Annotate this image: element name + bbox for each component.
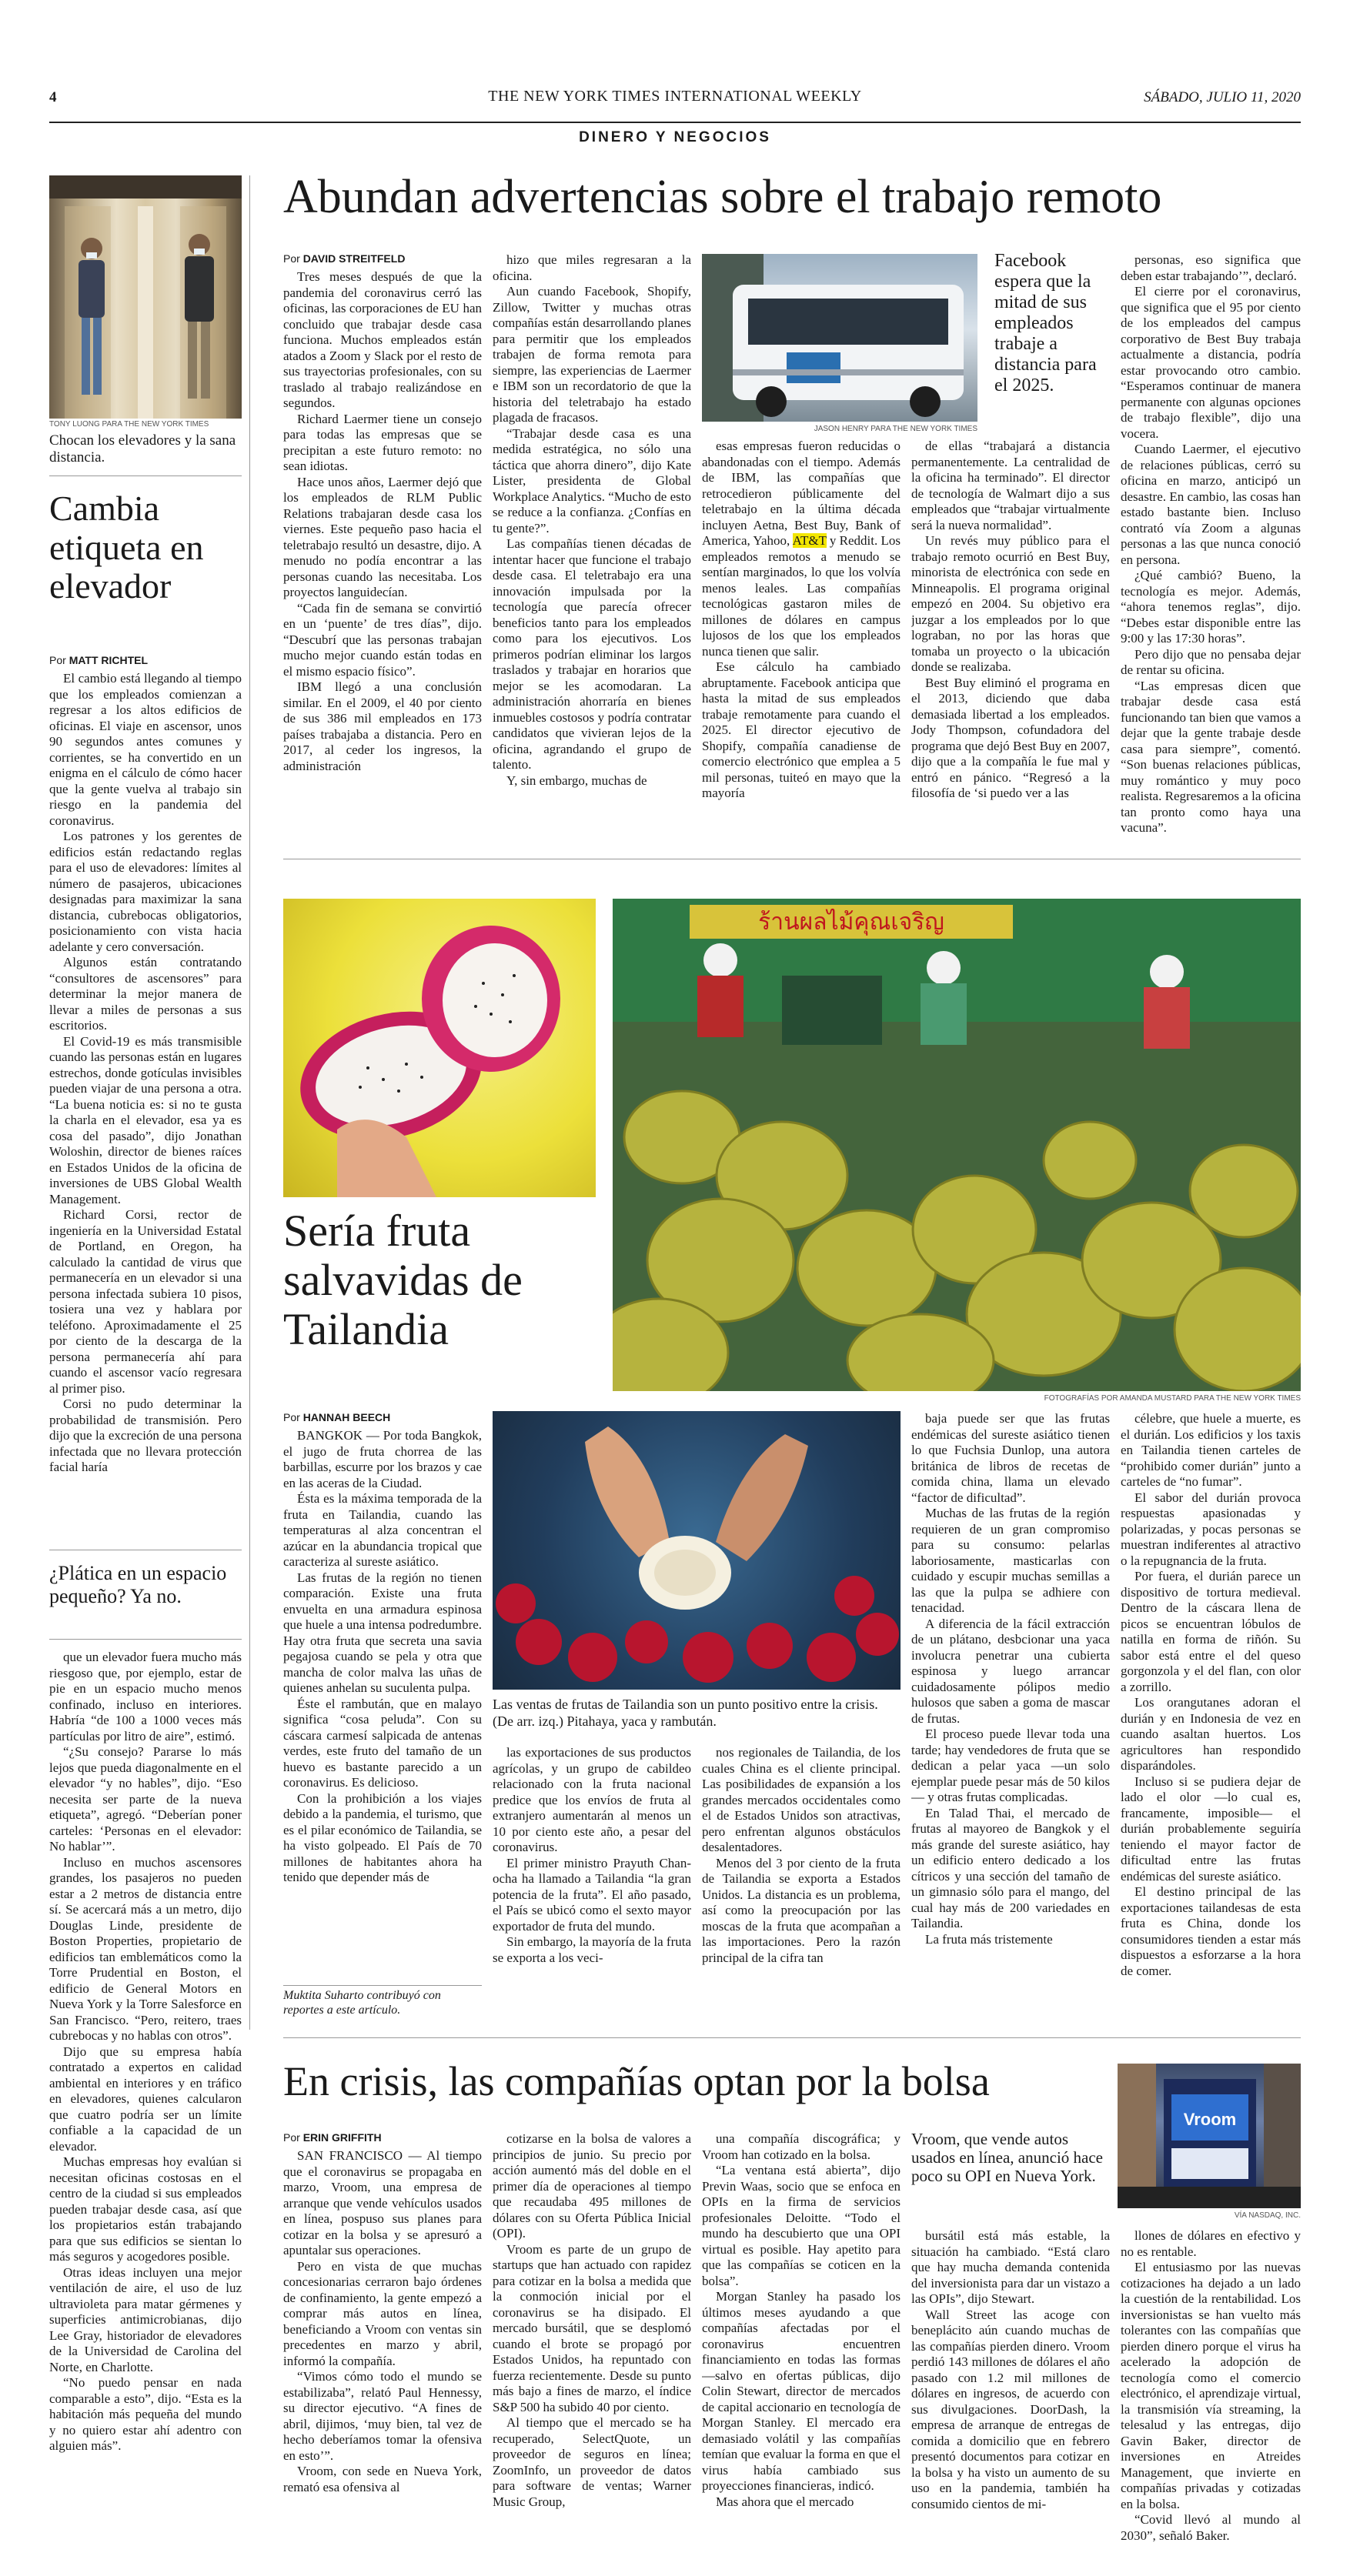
paragraph: Aun cuando Facebook, Shopify, Zillow, Twitter y muchas otras compañías están desarrollando planes para permitir que los empleados trabajen de forma remota para siempre, las experiencias de Laermer e IBM son un recordatorio de que la historia del teletrabajo ha estado plagada de fracasos. (493, 284, 691, 425)
paragraph: hizo que miles regresaran a la oficina. (493, 252, 691, 283)
remote-work-pullquote: Facebook espera que la mitad de sus empleados trabaje a distancia para el 2025. (994, 251, 1097, 395)
elevator-pullquote: ¿Plática en un espacio pequeño? Ya no. (49, 1562, 227, 1607)
remote-work-col2 (493, 252, 691, 839)
issue-date: SÁBADO, JULIO 11, 2020 (1144, 89, 1301, 105)
paragraph: Dijo que su empresa había contratado a expertos en calidad ambiental en interiores y en tráfico en elevadores, quienes calcularon que cuatro podría ser un límite confiable a la capacidad de un elevador. (49, 2044, 242, 2154)
paragraph: Cuando Laermer, el ejecutivo de relaciones públicas, cerró su oficina en marzo, anticipó un desastre. En cambio, las cosas han estado bastante bien. Incluso contrató vía Zoom a algunas personas a las que nunca conoció en persona. (1121, 442, 1301, 567)
paragraph: célebre, que huele a muerte, es el durián. Los edificios y los taxis en Tailandia tienen carteles de “prohibido comer durián” junto a carteles de “no fumar”. (1121, 1411, 1301, 1489)
paragraph: Wall Street las acoge con beneplácito aún cuando muchas de las compañías pierden dinero. Vroom perdió 143 millones de dólares el año pasado con 1.2 mil millones de dólares en ingresos, de acuerdo con sus divulgaciones. DoorDash, la empresa de arranque de entregas de comida a domicilio que en febrero presentó documentos para cotizar en la bolsa y ha visto un aumento de su uso en la pandemia, también ha consumido cientos de mi- (911, 2307, 1110, 2511)
thai-fruit-byline (283, 1411, 482, 1423)
paragraph: Incluso si se pudiera dejar de lado el olor —lo cual es, francamente, imposible— el durián probablemente seguiría teniendo el mayor factor de dificultad entre las frutas endémicas del sureste asiático. (1121, 1774, 1301, 1884)
paragraph: SAN FRANCISCO — Al tiempo que el coronavirus se propagaba en marzo, Vroom, una empresa de arranque que vende vehículos usados en línea, pospuso sus planes para cotizar en la bolsa y se apresuró a apuntalar sus operaciones. (283, 2148, 482, 2257)
ipo-byline (283, 2131, 482, 2144)
paragraph: Otras ideas incluyen una mejor ventilación de aire, el uso de luz ultravioleta para matar gérmenes y superficies antimicrobianas, dijo Lee Gray, historiador de elevadores de la Universidad de Carolina del Norte, en Charlotte. (49, 2264, 242, 2374)
paragraph: Por fuera, el durián parece un dispositivo de tortura medieval. Dentro de la cáscara llena de picos se encuentran lóbulos de natilla en forma de riñón. Su sabor está entre el del queso gorgonzola y el del flan, con olor a zorrillo. (1121, 1569, 1301, 1694)
ipo-pullquote: Vroom, que vende autos usados en línea, anunció hace poco su OPI en Nueva York. (911, 2130, 1103, 2185)
pitahaya-photo (283, 899, 596, 1197)
paragraph: La fruta más tristemente (925, 1931, 1053, 1947)
thai-fruit-contributor-note: Muktita Suharto contribuyó con reportes a este artículo. (283, 1989, 441, 2017)
paragraph: bursátil está más estable, la situación ha cambiado. “Está claro que hay mucha demanda contenida del inversionista para dar un vistazo a las OPIs”, dijo Stewart. (911, 2228, 1110, 2306)
market-photo-credit: FOTOGRAFÍAS POR AMANDA MUSTARD PARA THE NEW YORK TIMES (1044, 1394, 1301, 1403)
elevator-illustration (49, 175, 242, 419)
remote-work-byline (283, 252, 482, 265)
paragraph: Ésta es la máxima temporada de la fruta en Tailandia, cuando las temperaturas al alza concentran el azúcar en la abundancia tropical que caracteriza al sureste asiático. (283, 1491, 482, 1569)
paragraph: Sin embargo, la mayoría de la fruta se exporta a los veci- (493, 1934, 691, 1965)
paragraph: que un elevador fuera mucho más riesgoso que, por ejemplo, estar de pie en un espacio mucho menos confinado, incluso en interiores. Habría “de 100 a 1000 veces más partículas por litro de aire”, estimó. (49, 1650, 242, 1743)
thai-fruit-col1 (283, 1428, 482, 1982)
paragraph: una compañía discográfica; y Vroom han cotizado en la bolsa. (702, 2131, 901, 2162)
paragraph: personas, eso significa que deben estar trabajando’”, declaró. (1121, 252, 1301, 283)
thai-fruit-headline: Sería fruta salvavidas de Tailandia (283, 1206, 523, 1354)
nasdaq-billboard-photo (1118, 2064, 1301, 2208)
paragraph: Los patrones y los gerentes de edificios están redactando reglas para el uso de elevadores: límites al número de pasajeros, ubicaciones designadas para maximizar la sana distancia, cubrebocas obligatorios, posicionamiento con vista hacia adelante y cero conversación. (49, 829, 242, 954)
paragraph: Y, sin embargo, muchas de (506, 772, 647, 788)
paragraph: Éste el rambután, que en malayo significa “cosa peluda”. Con su cáscara carmesí salpicada de antenas verdes, este fruto del tamaño de un huevo es bastante parecido a un coronavirus. Es delicioso. (283, 1696, 482, 1790)
byline-prefix: Por (283, 2131, 303, 2144)
nasdaq-photo-credit: VÍA NASDAQ, INC. (1234, 2211, 1301, 2220)
paragraph: Los orangutanes adoran el durián y en Indonesia de vez en cuando asaltan huertos. Los agricultores han respondido disparándoles. (1121, 1695, 1301, 1773)
paragraph: “No puedo pensar en nada comparable a esto”, dijo. “Esta es la habitación más pequeña del mundo y no quiero estar ahí adentro con alguien más”. (49, 2375, 242, 2453)
publication-name: THE NEW YORK TIMES INTERNATIONAL WEEKLY (488, 88, 862, 105)
paragraph: Mas ahora que el mercado (716, 2494, 854, 2509)
paragraph: Morgan Stanley ha pasado los últimos meses ayudando a que compañías afectadas por el coronavirus encuentren financiamiento en todas las formas —salvo en ofertas públicas, dijo Colin Stewart, director de mercados de capital accionario en tecnología de Morgan Stanley. El mercado era demasiado volátil y las compañías temían que evaluar la forma en que el virus había cambiado sus proyecciones financieras, indicó. (702, 2289, 901, 2493)
byline-author: HANNAH BEECH (302, 1411, 391, 1423)
billboard-vroom-text: Vroom (1183, 2110, 1237, 2129)
remote-work-col5 (1121, 252, 1301, 839)
column-divider (249, 175, 250, 2030)
paragraph: “Vimos cómo todo el mundo se estabilizaba”, relató Paul Hennessy, su director ejecutivo. “A fines de abril, dijimos, ‘muy bien, tal vez de hecho deberíamos tomar la ofensiva en esto’”. (283, 2369, 482, 2463)
thai-fruit-col4 (911, 1411, 1110, 1982)
ipo-col2 (493, 2131, 691, 2548)
paragraph: cotizarse en la bolsa de valores a principios de junio. Su precio por acción aumentó más del doble en el primer día de operaciones al tiempo que recaudaba 495 millones de dólares con su Oferta Pública Inicial (OPI). (493, 2131, 691, 2241)
highlighted-company: AT&T (792, 533, 827, 548)
remote-work-col3 (702, 439, 901, 839)
market-stall-sign: ร้านผลไม้คุณเจริญ (758, 909, 944, 936)
elevator-text-part1 (49, 671, 242, 1545)
pullquote-rule-bottom (49, 1639, 242, 1640)
billboard-illustration (1118, 2064, 1301, 2208)
jackfruit-market-photo (613, 899, 1301, 1391)
ipo-col1 (283, 2148, 482, 2548)
ipo-headline: En crisis, las compañías optan por la bolsa (283, 2058, 990, 2104)
paragraph: A diferencia de la fácil extracción de un plátano, desbcionar una yaca involucra penetrar una cubierta espinosa y luego arrancar cuidadosamente pólipos medio hulosos que saben a goma de mascar de frutas. (911, 1616, 1110, 1726)
paragraph: Menos del 3 por ciento de la fruta de Tailandia se exporta a Estados Unidos. La distancia es un problema, así como la preocupación por las moscas de la fruta que acompañan a las importaciones. Pero la razón principal de la cifra tan (702, 1855, 901, 1965)
paragraph: “Las empresas dicen que trabajar desde casa está funcionando tan bien que vamos a dejar que la gente trabaje desde casa para siempre”, comentó. “Son buenas relaciones públicas, muy romántico y muy poco realista. Regresaremos a la oficina tan pronto como haya una vacuna”. (1121, 678, 1301, 835)
paragraph: Muchas de las frutas de la región requieren de un gran compromiso para su consumo: pelarlas laboriosamente, masticarlas con cuidado y escupir muchas semillas a las que la pulpa se adhiere con tenacidad. (911, 1506, 1110, 1615)
remote-work-col1 (283, 269, 482, 839)
thai-fruit-col3 (702, 1745, 901, 1982)
paragraph: “Covid llevó al mundo al 2030”, señaló Baker. (1121, 2512, 1301, 2543)
market-illustration (613, 899, 1301, 1391)
byline-author: MATT RICHTEL (69, 654, 149, 666)
paragraph: Vroom es parte de un grupo de startups que han actuado con rapidez para cotizar en la bolsa a medida que la conmoción inicial por el coronavirus se ha disipado. El mercado bursátil, que se desplomó cuando el brote se propagó por Estados Unidos, ha repuntado con fuerza recientemente. Desde su punto más bajo a fines de marzo, el índice S&P 500 ha subido 40 por ciento. (493, 2241, 691, 2414)
paragraph: Ese cálculo ha cambiado abruptamente. Facebook anticipa que hasta la mitad de sus empleados trabaje remotamente para cuando el 2025. El director ejecutivo de Shopify, compañía canadiense de comercio electrónico que emplea a 5 mil personas, tuiteó en mayo que la mayoría (702, 659, 901, 800)
paragraph: Un revés muy público para el trabajo remoto ocurrió en Best Buy, minorista de electrónica con sede en Minneapolis. El programa original empezó en 2004. Su objetivo era juzgar a los empleados por lo que lograban, no por las horas que tomaba un proyecto o la ubicación donde se realizaba. (911, 533, 1110, 674)
paragraph: El destino principal de las exportaciones tailandesas de esta fruta es China, donde los consumidores tienden a estar más dispuestos a esforzarse a la hora de comer. (1121, 1884, 1301, 1978)
thai-fruit-col5 (1121, 1411, 1301, 1982)
paragraph: de ellas “trabajará a distancia permanentemente. La centralidad de la oficina ha terminado”. El director de tecnología de Walmart dijo a sus empleados que “trabajar virtualmente será la nueva normalidad”. (911, 439, 1110, 532)
elevator-photo-caption: Chocan los elevadores y la sana distancia. (49, 432, 236, 465)
section-header: DINERO Y NEGOCIOS (579, 129, 771, 145)
paragraph: El cambio está llegando al tiempo que los empleados comienzan a regresar a los altos edificios de oficinas. El viaje en ascensor, unos 90 segundos antes comunes y corrientes, se ha convertido en un enigma en el cálculo de cómo hacer que la gente vuelva al trabajo sin riesgo en la pandemia del coronavirus. (49, 671, 242, 828)
dragonfruit-illustration (283, 899, 596, 1197)
paragraph: Muchas empresas hoy evalúan si necesitan oficinas costosas en el centro de la ciudad si sus empleados pueden trabajar desde casa, así que los propietarios están trabajando para que sus edificios se sientan lo más seguros y acogedores posible. (49, 2154, 242, 2264)
bus-illustration (702, 254, 977, 422)
story-divider-2 (283, 2037, 1301, 2038)
byline-prefix: Por (283, 252, 303, 265)
elevator-photo-credit: TONY LUONG PARA THE NEW YORK TIMES (49, 420, 209, 429)
paragraph: nos regionales de Tailandia, de los cuales China es el cliente principal. Las posibilidades de expansión a los grandes mercados occidentales como el de Estados Unidos son atractivas, pero enfrentan algunos obstáculos desalentadores. (702, 1745, 901, 1854)
paragraph: Las compañías tienen décadas de intentar hacer que funcione el trabajo desde casa. El teletrabajo era una innovación impulsada por la tecnología que parecía ofrecer beneficios tanto para los empleados como para los ejecutivos. Los primeros podrían eliminar los largos traslados y trabajar en horarios que mejor se les acomodaran. La administración ahorraría en bienes inmuebles costosos y podría contratar candidatos que vivieran lejos de la oficina, agrandando el grupo de talento. (493, 536, 691, 772)
rambutan-photo (493, 1411, 901, 1690)
paragraph: El cierre por el coronavirus, que significa que el 95 por ciento de los empleados del campus corporativo de Best Buy trabaja actualmente a distancia, podría estar provocando otro cambio. “Esperamos continuar de manera permanente con algunas opciones de trabajo flexible”, dijo una vocera. (1121, 284, 1301, 441)
paragraph: llones de dólares en efectivo y no es rentable. (1121, 2228, 1301, 2259)
byline-author: ERIN GRIFFITH (302, 2131, 382, 2144)
byline-author: DAVID STREITFELD (302, 252, 406, 265)
shuttle-bus-photo (702, 254, 977, 422)
byline-prefix: Por (49, 654, 69, 666)
paragraph: esas empresas fueron reducidas o abandonadas con el tiempo. Además de IBM, las compañías que retrocedieron públicamente del teletrabajo en la última década incluyen Aetna, Best Buy, Bank of America, Yahoo, AT&T y Reddit. Los empleados remotos a menudo se sentían marginados, lo que los volvía menos leales. Las compañías tecnológicas gastaron miles de millones de dólares en campus lujosos de los que los empleados nunca tienen que salir. (702, 439, 901, 659)
paragraph: baja puede ser que las frutas endémicas del sureste asiático tienen lo que Fuchsia Dunlop, una autora británica de libros de recetas de comida china, llama un elevado “factor de dificultad”. (911, 1411, 1110, 1505)
paragraph: Al tiempo que el mercado se ha recuperado, SelectQuote, un proveedor de seguros en línea; ZoomInfo, un proveedor de datos para software de ventas; Warner Music Group, (493, 2415, 691, 2509)
paragraph: El Covid-19 es más transmisible cuando las personas están en lugares estrechos, donde gotículas invisibles pueden viajar de una persona a otra. “La buena noticia es: si no te gusta la charla en el elevador, esa ya es cosa del pasado”, dijo Jonathan Woloshin, director de bienes raíces en Estados Unidos de la oficina de inversiones de UBS Global Wealth Management. (49, 1033, 242, 1206)
remote-work-headline: Abundan advertencias sobre el trabajo remoto (283, 171, 1162, 223)
paragraph: El primer ministro Prayuth Chan-ocha ha llamado a Tailandia “la gran potencia de la fruta”. El año pasado, el País se ubicó como el sexto mayor exportador de fruta del mundo. (493, 1855, 691, 1934)
paragraph: las exportaciones de sus productos agrícolas, y un grupo de cabildeo relacionado con la fruta nacional predice que los envíos de fruta al extranjero aumentarán al menos un 10 por ciento este año, a pesar del coronavirus. (493, 1745, 691, 1854)
ipo-col3 (702, 2131, 901, 2548)
paragraph: “¿Su consejo? Pararse lo más lejos que pueda diagonalmente en el elevador “y no hables”, dijo. “Eso necesita ser parte de la nueva etiqueta”, agregó. “Deberían poner carteles: ‘Personas en el elevador: No hablar’”. (49, 1744, 242, 1854)
elevator-byline (49, 654, 242, 666)
paragraph: “Trabajar desde casa es una medida estratégica, no sólo una táctica que ahorra dinero”, dijo Kate Lister, presidenta de Global Workplace Analytics. “Mucho de esto se reduce a la confianza. ¿Confías en tu gente?”. (493, 425, 691, 536)
paragraph: Las frutas de la región no tienen comparación. Existe una fruta envuelta en una armadura espinosa que huele a una intensa podredumbre. Hay otra fruta que secreta una savia pegajosa cuando se pela y otra que mancha de color malva las uñas de quienes anhelan su suculenta pulpa. (283, 1570, 482, 1695)
ipo-col4 (911, 2228, 1110, 2548)
paragraph: Richard Laermer tiene un consejo para todas las empresas que se precipitan a este futuro remoto: no sean idiotas. (283, 411, 482, 473)
paragraph: Richard Corsi, rector de ingeniería en la Universidad Estatal de Portland, en Oregon, ha calculado la cantidad de virus que permanecería en un elevador si una persona infectada subiera 10 pisos, tosiera una vez y hablara por teléfono. Aproximadamente el 25 por ciento de la descarga de la persona permanecería ahí para cuando el ascensor vacío regresara al primer piso. (49, 1207, 242, 1396)
paragraph: BANGKOK — Por toda Bangkok, el jugo de fruta chorrea de las barbillas, escurre por los brazos y cae en las aceras de la Ciudad. (283, 1428, 482, 1490)
elevator-text-part2 (49, 1650, 242, 2538)
paragraph: Vroom, con sede en Nueva York, remató esa ofensiva al (283, 2464, 482, 2494)
paragraph: Tres meses después de que la pandemia del coronavirus cerró las oficinas, las corporaciones de EU han concluido que trabajar desde casa funciona. Muchos empleados están atados a Zoom y Slack por el resto de sus trayectorias profesionales, con su traslado al trabajo realizándose en segundos. (283, 269, 482, 410)
paragraph: Pero en vista de que muchas concesionarias cerraron bajo órdenes de confinamiento, la gente empezó a comprar más autos en línea, beneficiando a Vroom con ventas sin precedentes en marzo y abril, informó la compañía. (283, 2258, 482, 2368)
sidebar-rule (49, 475, 242, 476)
paragraph: El proceso puede llevar toda una tarde; hay vendedores de fruta que se dedican a pelar yaca —un solo ejemplar puede pesar más de 50 kilos— y otras frutas complicadas. (911, 1727, 1110, 1804)
paragraph: Best Buy eliminó el programa en el 2013, diciendo que daba demasiada libertad a los empleados. Jody Thompson, cofundadora del programa que dejó Best Buy en 2007, dijo que a la compañía le fue mal y entró en pánico. “Regresó a la filosofía de ‘si puedo ver a las (911, 675, 1110, 800)
paragraph: “La ventana está abierta”, dijo Previn Waas, socio que se enfoca en OPIs en la firma de servicios profesionales Deloitte. “Todo el mundo ha descubierto que una OPI virtual es posible. Hay apetito para que las compañías se coticen en la bolsa”. (702, 2163, 901, 2288)
paragraph: IBM llegó a una conclusión similar. En el 2009, el 40 por ciento de sus 386 mil empleados en 173 países trabajaba a distancia. Pero en 2017, al ceder los ingresos, la administración (283, 679, 482, 773)
remote-work-col4 (911, 439, 1110, 839)
paragraph: Incluso en muchos ascensores grandes, los pasajeros no pueden estar a 2 metros de distancia entre sí. Se acercará más a un metro, dijo Douglas Linde, presidente de Boston Properties, propietario de edificios tan emblemáticos como la Torre Prudential en Boston, el edificio de General Motors en Nueva York y la Torre Salesforce en San Francisco. “Pero, reitero, traes cubrebocas y no hablas con otros”. (49, 1854, 242, 2043)
contrib-rule (283, 1985, 482, 1986)
elevator-headline: Cambia etiqueta en elevador (49, 489, 204, 606)
masthead (49, 77, 1301, 123)
paragraph: En Talad Thai, el mercado de frutas al mayoreo de Bangkok y el más grande del sureste asiático, hay un edificio entero dedicado a los cítricos y una sección del tamaño de un gimnasio sólo para el mango, del cual hay más de 200 variedades en Tailandia. (911, 1805, 1110, 1930)
paragraph: Con la prohibición a los viajes debido a la pandemia, el turismo, que es el pilar económico de Tailandia, se ha visto golpeado. El País de 70 millones de habitantes ahora ha tenido que depender más de (283, 1790, 482, 1884)
paragraph: Algunos están contratando “consultores de ascensores” para determinar la mejor manera de llevar a miles de personas a sus escritorios. (49, 955, 242, 1033)
paragraph: El sabor del durián provoca respuestas apasionadas y polarizadas, y pocas personas se muestran indiferentes al atractivo o la repugnancia de la fruta. (1121, 1490, 1301, 1568)
rambutan-illustration (493, 1411, 901, 1690)
elevator-photo (49, 175, 242, 419)
thai-fruit-col2 (493, 1745, 691, 1982)
paragraph: “Cada fin de semana se convirtió en un ‘puente’ de tres días”, dijo. “Descubrí que las personas trabajan mucho mejor cuando están todas en el mismo espacio físico”. (283, 600, 482, 679)
paragraph: Corsi no pudo determinar la probabilidad de transmisión. Pero dijo que la excreción de una persona infectada que no llevara protección facial haría (49, 1396, 242, 1474)
rambutan-photo-caption: Las ventas de frutas de Tailandia son un punto positivo entre la crisis. (De arr. izq.) Pitahaya, yaca y rambután. (493, 1697, 878, 1729)
paragraph: Hace unos años, Laermer dejó que los empleados de RLM Public Relations trabajaran desde casa los viernes. Este pequeño paso hacia el teletrabajo resultó un desastre, dijo. A menudo no podía encontrar a las personas cuando las necesitaba. Los proyectos languidecían. (283, 474, 482, 599)
byline-prefix: Por (283, 1411, 303, 1423)
paragraph: El entusiasmo por las nuevas cotizaciones ha dejado a un lado la cuestión de la rentabilidad. Los inversionistas se han vuelto más tolerantes con las compañías que pierden dinero porque el virus ha acelerado la adopción de tecnología como el comercio electrónico, el aprendizaje virtual, la transmisión vía streaming, la telesalud y las entregas, dijo Gavin Baker, director de inversiones en Atreides Management, que invierte en compañías privadas y cotizadas en la bolsa. (1121, 2260, 1301, 2511)
shuttle-photo-credit: JASON HENRY PARA THE NEW YORK TIMES (814, 425, 977, 433)
paragraph: ¿Qué cambió? Bueno, la tecnología es mejor. Además, “ahora tenemos reglas”, dijo. “Debes estar disponible entre las 9:00 y las 17:30 horas”. (1121, 568, 1301, 646)
page-number: 4 (49, 89, 57, 105)
ipo-col5 (1121, 2228, 1301, 2548)
paragraph: Pero dijo que no pensaba dejar de rentar su oficina. (1121, 646, 1301, 677)
